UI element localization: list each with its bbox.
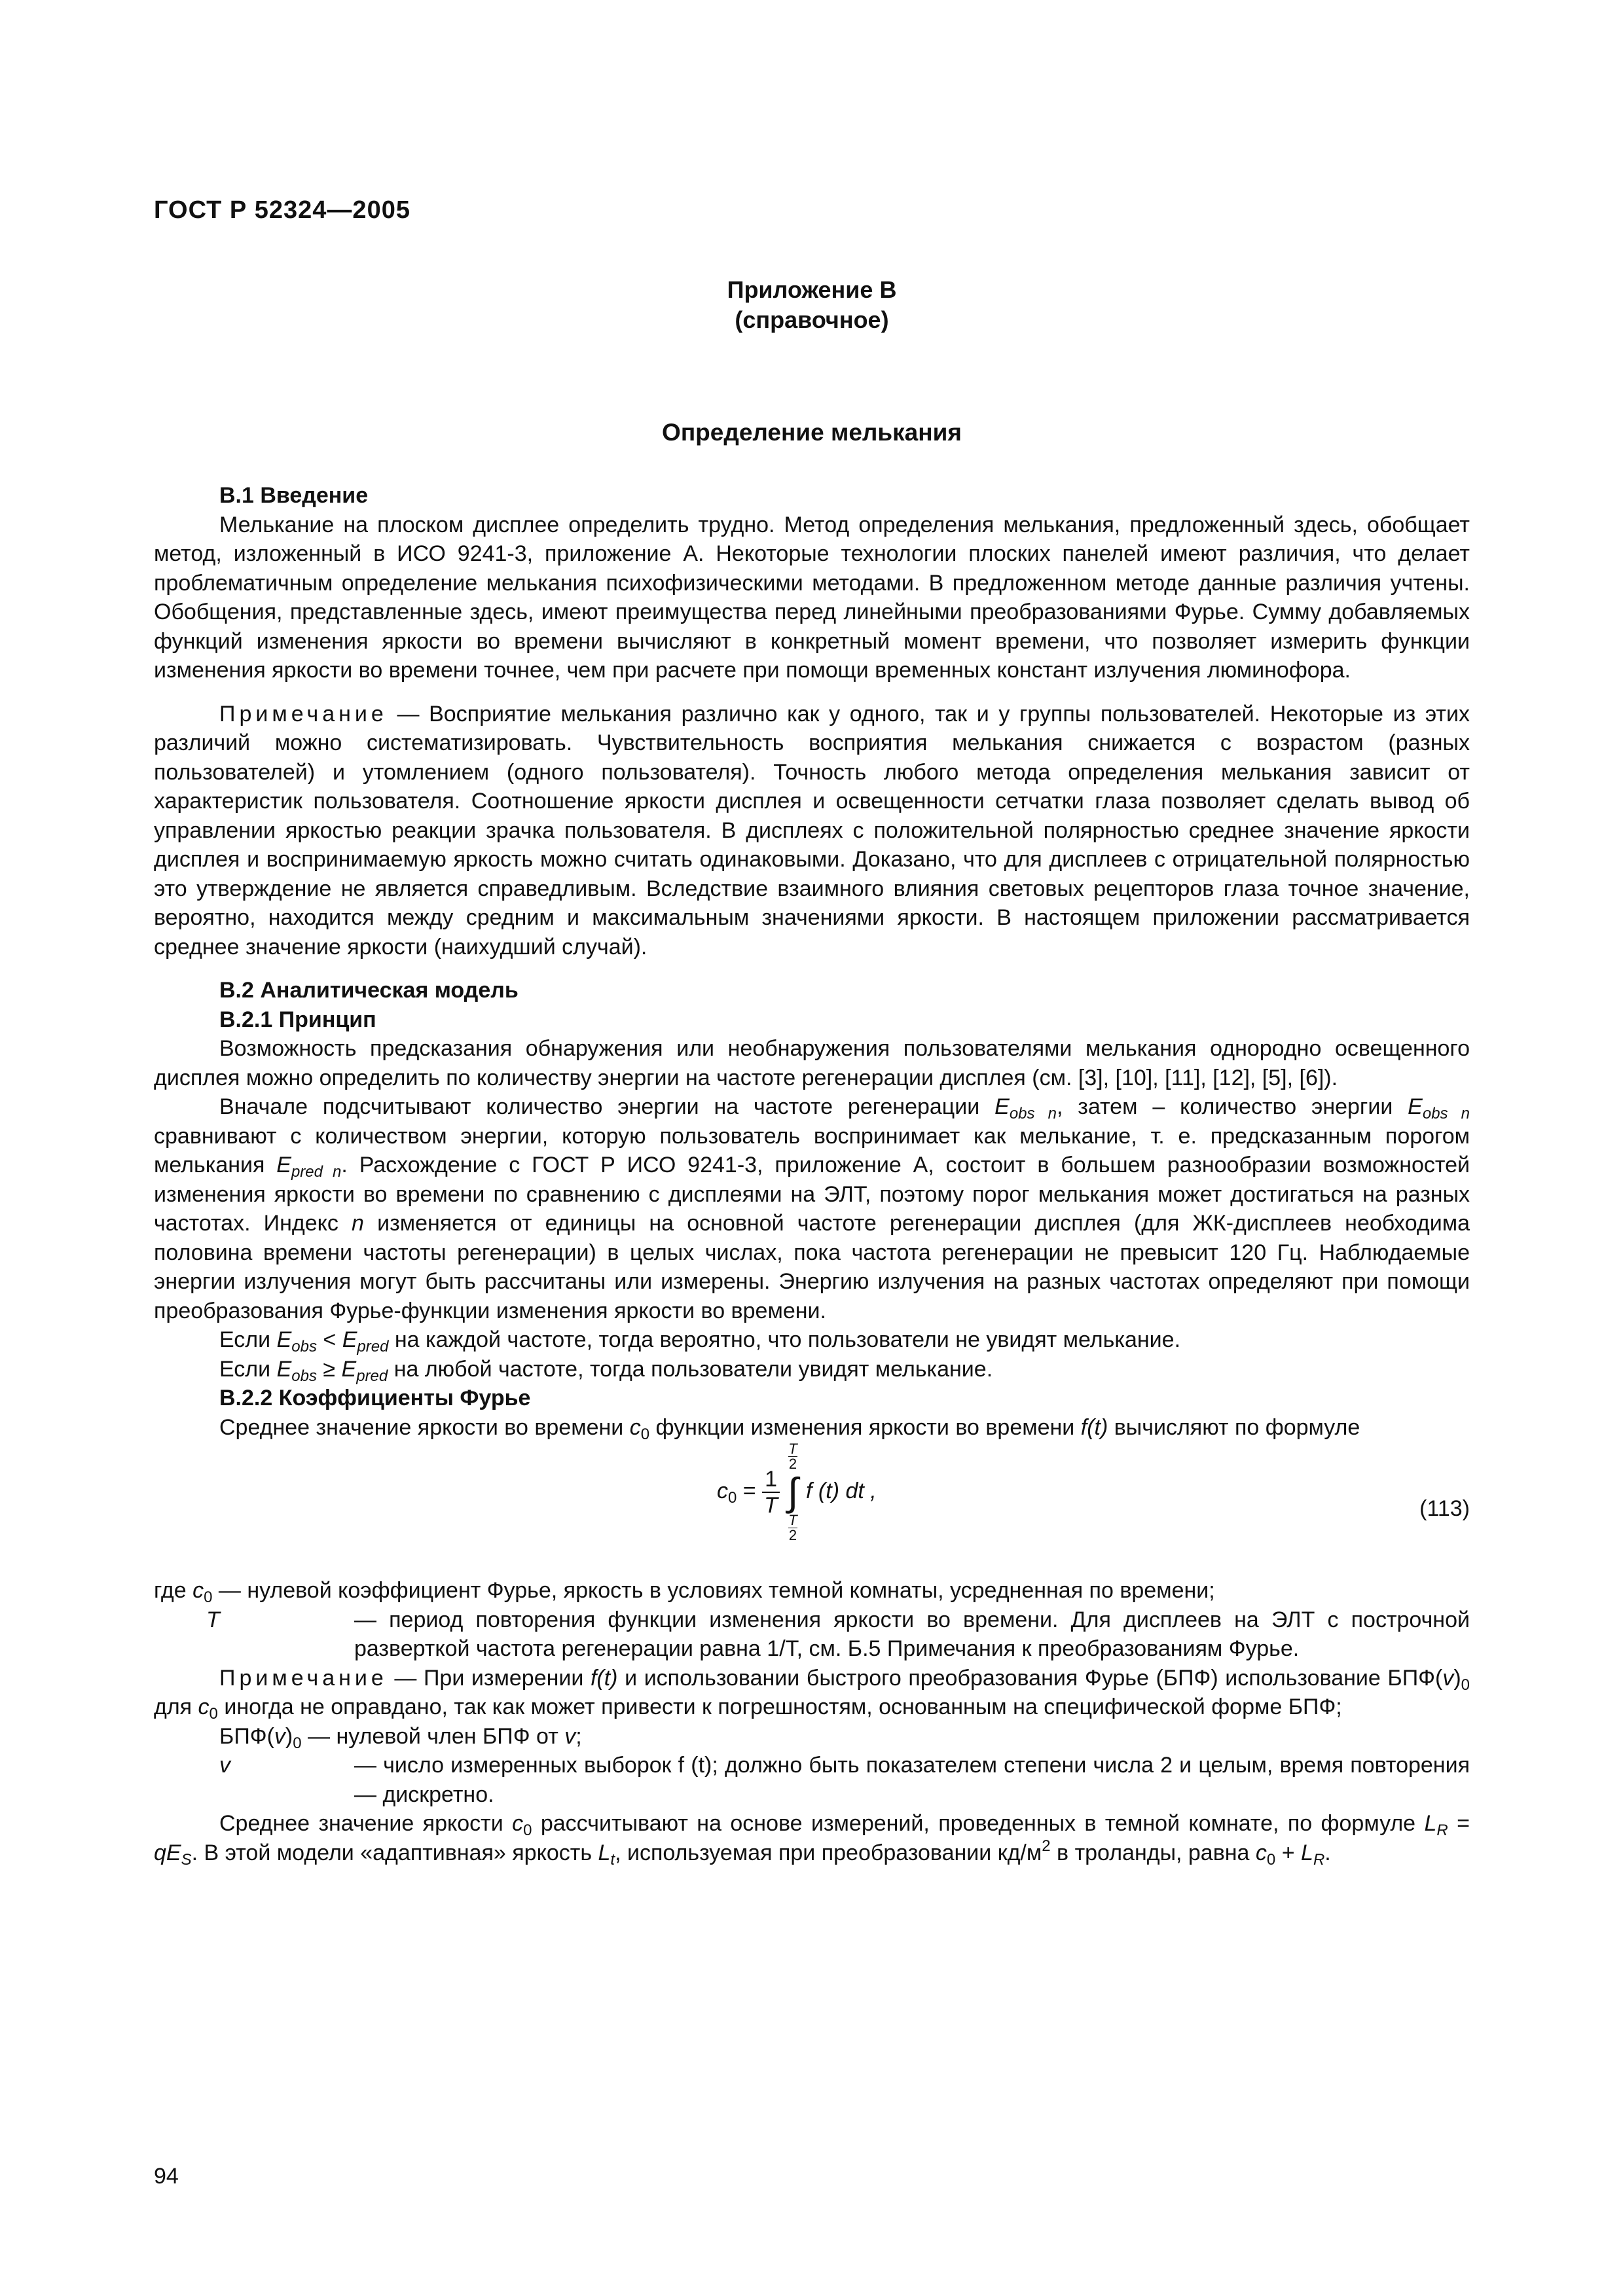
note-b1 [154, 700, 1470, 962]
document-body [154, 481, 1470, 1867]
definition-T: T — период повторения функции изменения яркости во времени. Для дисплеев на ЭЛТ с построчной разверткой частота регенерации равна 1/T, см. Б.5 Примечания к преобразованиям Фурье. [206, 1607, 1470, 1661]
note-text: — Восприятие мелькания различно как у одного, так и у группы пользователей. Некоторые из этих различий можно систематизировать. Чувствительность восприятия мелькания снижается с возрастом (разных пользователей) и утомлением (одного пользователя). Точность любого метода определения мелькания зависит от характеристик пользователя. Соотношение яркости дисплея и освещенности сетчатки глаза позволяет сделать вывод об управлении яркостью реакции зрачка пользователя. В дисплеях с положительной полярностью среднее значение яркости дисплея и воспринимаемую яркость можно считать одинаковыми. Доказано, что для дисплеев с отрицательной полярностью это утверждение не является справедливым. Вследствие взаимного влияния световых рецепторов глаза точное значение, вероятно, находится между средним и максимальным значениями яркости. В настоящем приложении рассматривается среднее значение яркости (наихудший случай). [154, 701, 1470, 960]
symbol-definitions [154, 1576, 1470, 1867]
appendix-title: Приложение В [727, 276, 897, 303]
equation-number: (113) [1419, 1496, 1470, 1521]
heading-b2-1: В.2.1 Принцип [219, 1007, 376, 1032]
page-number: 94 [154, 2164, 179, 2189]
condition-no-flicker: Если $E_{obs} < E_{pred}$ на каждой частоте, тогда вероятно, что пользователи не увидят мелькание. [219, 1327, 1181, 1355]
note-fft: Примечание — При измерении f(t) и использовании быстрого преобразования Фурье (БПФ) использование $БПФ(v)_0$ для $c_0$ иногда не оправдано, так как может привести к погрешностям, основанным на специфической форме БПФ; [154, 1665, 1470, 1723]
appendix-heading [154, 275, 1470, 335]
formula-expression: $c_0$ = $\frac{1}{T}$ $\frac{T}{2}$ ∫ $\frac{T}{2}$ f (t) dt , [717, 1441, 877, 1543]
paragraph-b2-1-a: Возможность предсказания обнаружения или необнаружения пользователями мелькания однородно освещенного дисплея можно определить по количеству энергии на частоте регенерации дисплея (см. [3], [10], [11], [12], [5], [6]). [154, 1036, 1470, 1090]
definition-c0: где $c_0$ — нулевой коэффициент Фурье, яркость в условиях темной комнаты, усредненная по времени; [154, 1578, 1215, 1606]
integral-sign: $\frac{T}{2}$ ∫ $\frac{T}{2}$ [787, 1441, 799, 1543]
paragraph-b1-intro: Мелькание на плоском дисплее определить трудно. Метод определения мелькания, предложенный здесь, обобщает метод, изложенный в ИСО 9241-3, приложение А. Некоторые технологии плоских панелей имеют различия, что делает проблематичным определение мелькания психофизическими методами. В предложенном методе данные различия учтены. Обобщения, представленные здесь, имеют преимущества перед линейными преобразованиями Фурье. Сумму добавляемых функций изменения яркости во времени вычисляют в конкретный момент времени, что позволяет измерить функции изменения яркости во времени точнее, чем при расчете при помощи временных констант излучения люминофора. [154, 512, 1470, 683]
heading-b2: В.2 Аналитическая модель [219, 978, 519, 1003]
heading-b2-2: В.2.2 Коэффициенты Фурье [219, 1386, 531, 1410]
definition-v: v — число измеренных выборок f (t); должно быть показателем степени числа 2 и целым, время повторения — дискретно. [219, 1753, 1470, 1807]
formula-fraction: $\frac{1}{T}$ [762, 1467, 780, 1518]
document-code: ГОСТ Р 52324—2005 [154, 196, 410, 224]
paragraph-b2-1-b: Вначале подсчитывают количество энергии на частоте регенерации $E_{obs n}$, затем – количество энергии $E_{obs n}$ сравнивают с количеством энергии, которую пользователь воспринимает как мелькание, т. е. предсказанным порогом мелькания $E_{pred n}$. Расхождение с ГОСТ Р ИСО 9241-3, приложение А, состоит в большем разнообразии возможностей изменения яркости во времени по сравнению с дисплеями на ЭЛТ, поэтому порог мелькания может достигаться на разных частотах. Индекс n изменяется от единицы на основной частоте регенерации дисплея (для ЖК-дисплеев необходима половина времени частоты регенерации) в целых числах, пока частота регенерации не превысит 120 Гц. Наблюдаемые энергии излучения могут быть рассчитаны или измерены. Энергию излучения на разных частотах определяют при помощи преобразования Фурье-функции изменения яркости во времени. [154, 1094, 1470, 1323]
appendix-subtitle: (справочное) [735, 306, 889, 333]
paragraph-adaptive-luminance: Среднее значение яркости $c_0$ рассчитывают на основе измерений, проведенных в темной комнате, по формуле $L_R = qE_S$. В этой модели «адаптивная» яркость $L_t$, используемая при преобразовании $кд/м^2$ в троланды, равна $c_0 + L_R$. [154, 1811, 1470, 1869]
definition-fft-zero: $БПФ(v)_0$ — нулевой член БПФ от v; [219, 1723, 582, 1752]
paragraph-b2-2: Среднее значение яркости во времени $c_0$ функции изменения яркости во времени f(t) вычисляют по формуле [219, 1414, 1360, 1443]
section-title: Определение мелькания [662, 419, 962, 446]
note-label: Примечание [219, 701, 388, 726]
condition-flicker: Если $E_{obs} \ge E_{pred}$ на любой частоте, тогда пользователи увидят мелькание. [219, 1356, 993, 1385]
heading-b1: В.1 Введение [219, 483, 369, 508]
formula-113 [154, 1442, 1470, 1576]
